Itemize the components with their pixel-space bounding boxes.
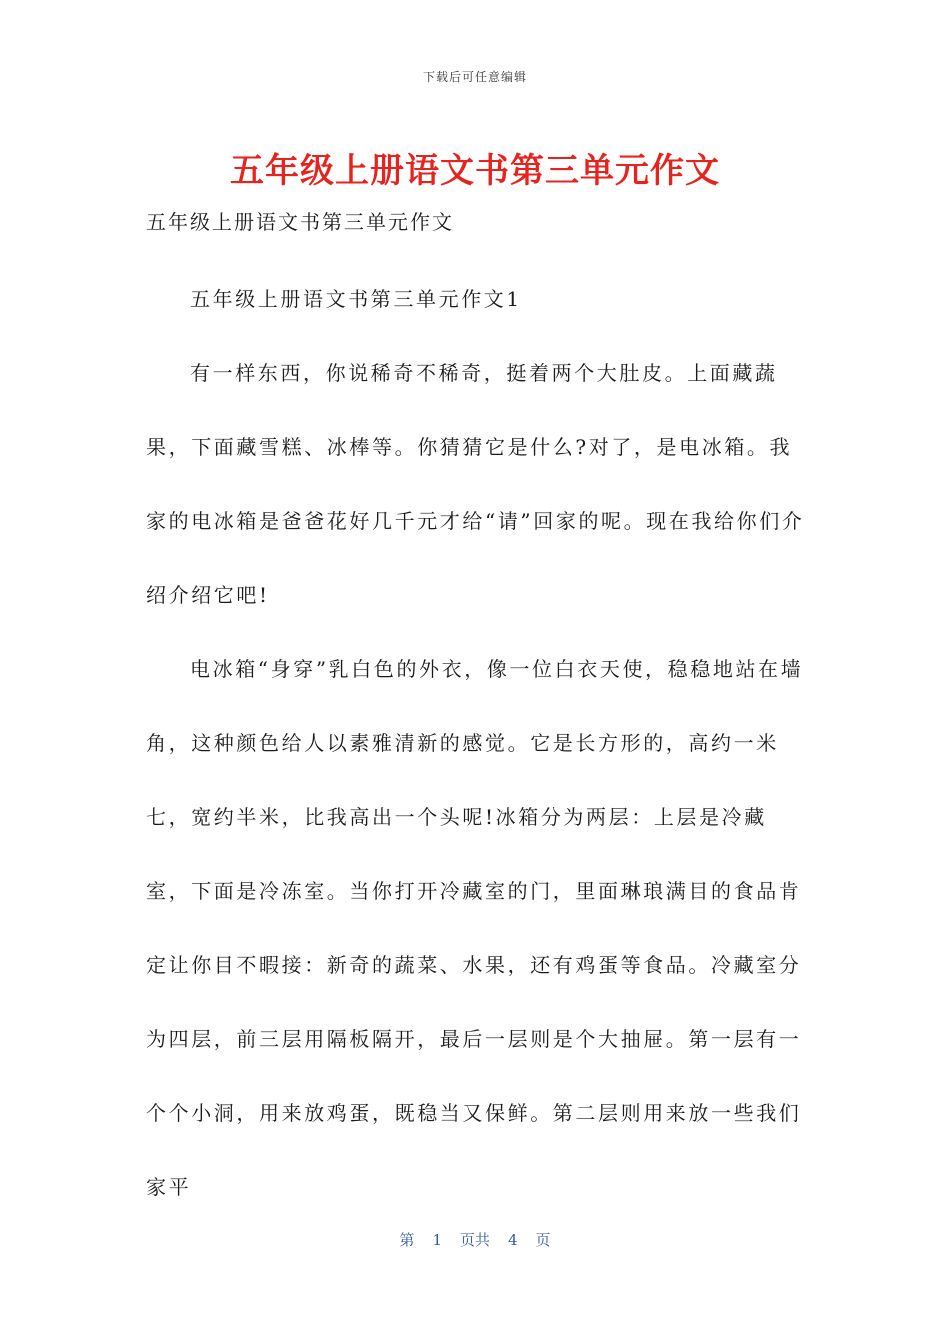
total-pages-number: 4	[508, 1231, 518, 1249]
page-label-middle: 页共	[459, 1231, 490, 1249]
document-body	[146, 262, 806, 1224]
body-paragraph: 电冰箱“身穿”乳白色的外衣，像一位白衣天使，稳稳地站在墙角，这种颜色给人以素雅清新的感觉。它是长方形的，高约一米七，宽约半米，比我高出一个头呢!冰箱分为两层：上层是冷藏室，下面是冷冻室。当你打开冷藏室的门，里面琳琅满目的食品肯定让你目不暇接：新奇的蔬菜、水果，还有鸡蛋等食品。冷藏室分为四层，前三层用隔板隔开，最后一层则是个大抽屉。第一层有一个个小洞，用来放鸡蛋，既稳当又保鲜。第二层则用来放一些我们家平	[146, 657, 804, 1199]
page-footer	[0, 1229, 950, 1250]
page-label-suffix: 页	[535, 1231, 551, 1249]
page-label-prefix: 第	[399, 1231, 415, 1249]
header-note: 下载后可任意编辑	[422, 70, 527, 84]
body-paragraph: 有一样东西，你说稀奇不稀奇，挺着两个大肚皮。上面藏蔬果，下面藏雪糕、冰棒等。你猜猜它是什么?对了，是电冰箱。我家的电冰箱是爸爸花好几千元才给“请”回家的呢。现在我给你们介绍介绍它吧!	[146, 361, 805, 607]
section-heading: 五年级上册语文书第三单元作文1	[190, 287, 522, 311]
document-title: 五年级上册语文书第三单元作文	[230, 151, 720, 191]
current-page-number: 1	[432, 1231, 442, 1249]
document-subtitle: 五年级上册语文书第三单元作文	[146, 210, 454, 234]
